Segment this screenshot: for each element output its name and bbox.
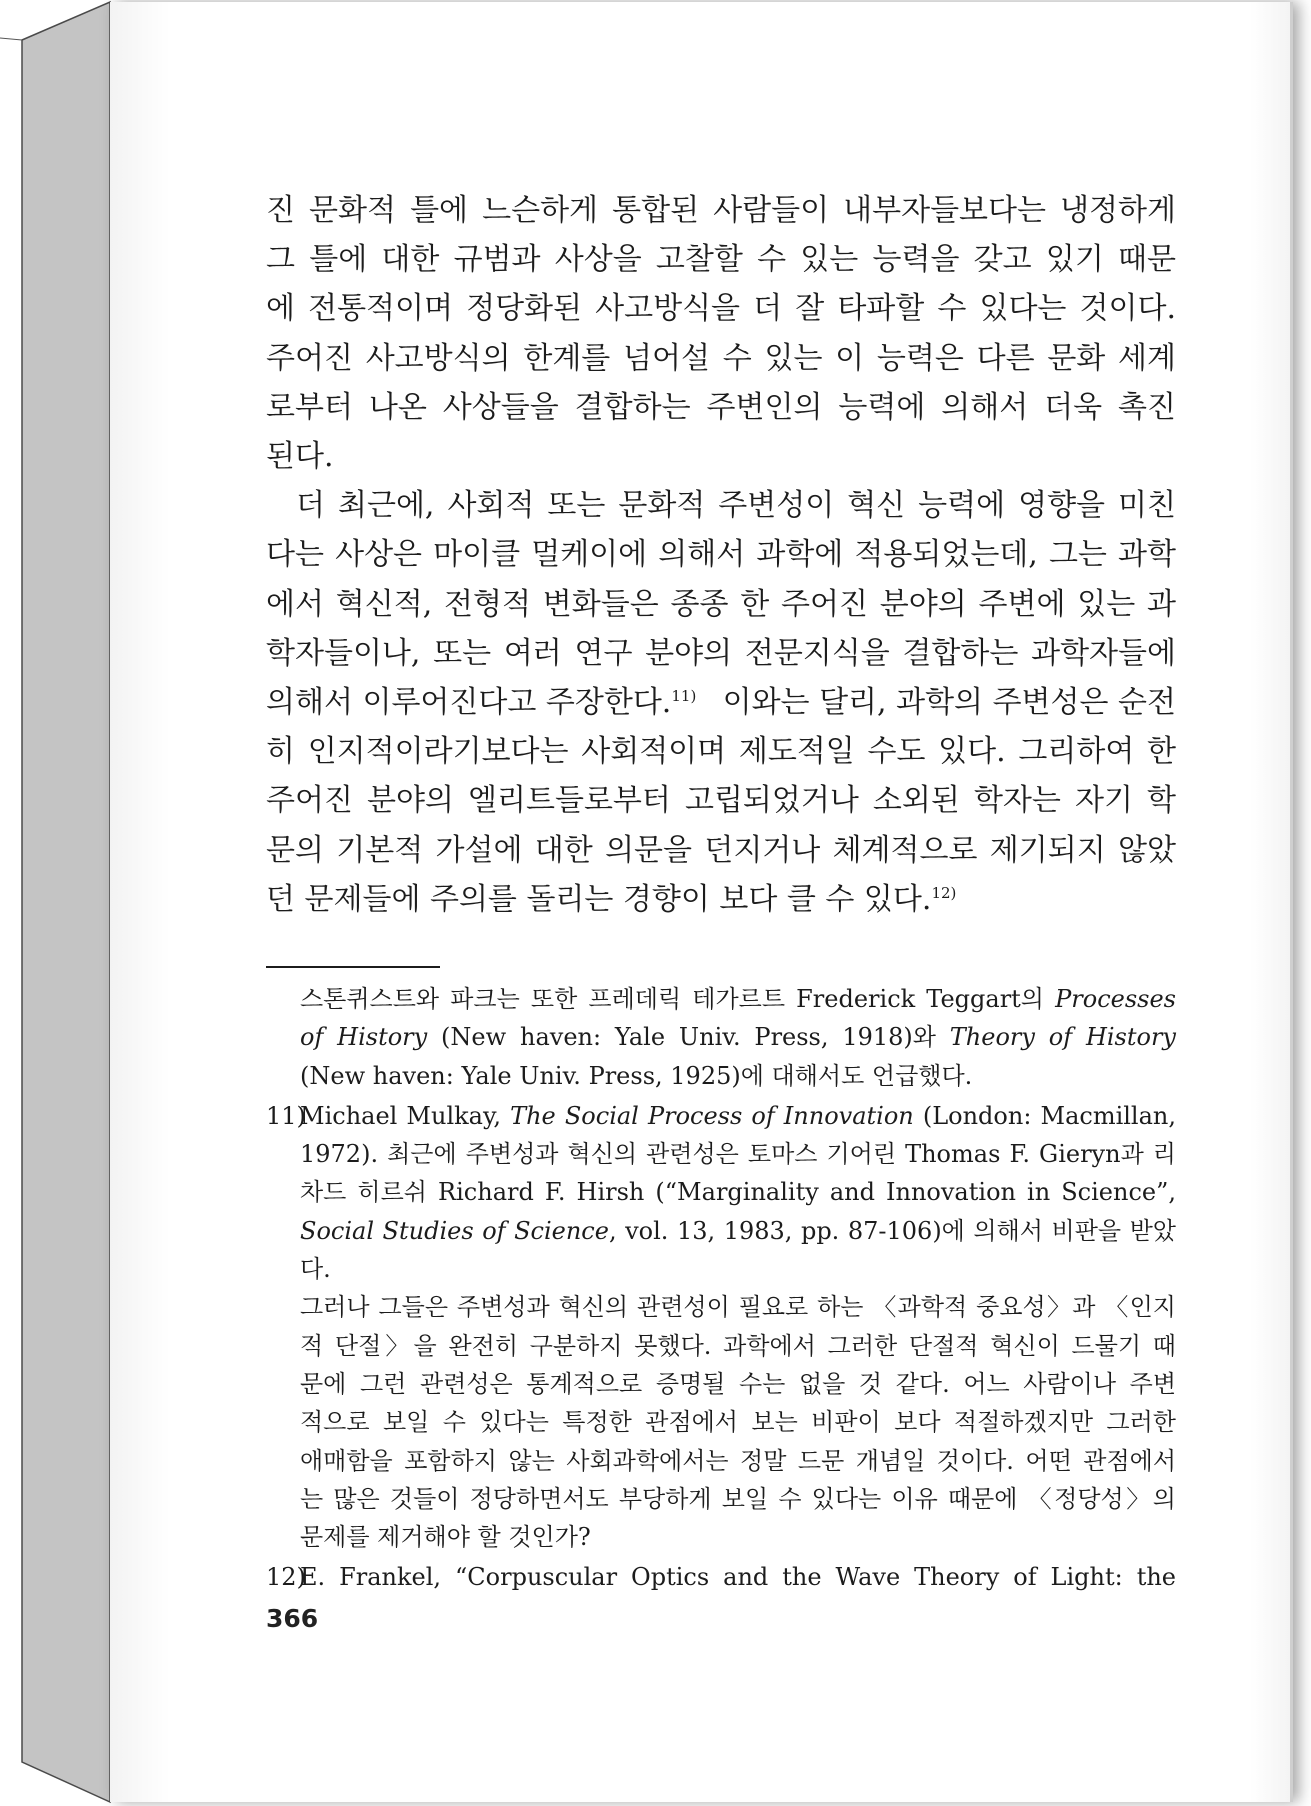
footnote-line: 차드 히르쉬 Richard F. Hirsh (“Marginality and Innovation in Science”,: [300, 1178, 1176, 1207]
italic-title: Processes: [1055, 985, 1176, 1013]
footnote-line: 문에 그런 관련성은 통계적으로 증명될 수는 없을 것 같다. 어느 사람이나 주변: [300, 1369, 1176, 1398]
text-line: 학자들이나, 또는 여러 연구 분야의 전문지식을 결합하는 과학자들에: [266, 635, 1176, 671]
footnote-line: 문제를 제거해야 할 것인가?: [300, 1523, 591, 1552]
text-segment: 이와는 달리, 과학의 주변성은 순전: [722, 685, 1176, 721]
footnote-line: [300, 1018, 1176, 1056]
text-line: 주어진 사고방식의 한계를 넘어설 수 있는 이 능력은 다른 문화 세계: [266, 340, 1176, 376]
text-line: 된다.: [266, 439, 334, 475]
text-segment: 의해서 이루어진다고 주장한다.: [266, 685, 672, 721]
text-segment: , vol. 13, 1983, pp. 87-106)에 의해서 비판을 받았다.: [300, 1216, 1176, 1284]
italic-title: The Social Process of Innovation: [510, 1101, 914, 1130]
text-line: 진 문화적 틀에 느슨하게 통합된 사람들이 내부자들보다는 냉정하게: [266, 193, 1176, 228]
footnote-separator: [266, 966, 440, 968]
italic-title: of History: [300, 1023, 428, 1052]
footnote-line: 애매함을 포함하지 않는 사회과학에서는 정말 드문 개념일 것이다. 어떤 관점에서: [300, 1446, 1176, 1475]
footnote-number: 12): [266, 1563, 306, 1592]
book-spine: [0, 0, 112, 1806]
text-line: 그 틀에 대한 규범과 사상을 고찰할 수 있는 능력을 갖고 있기 때문: [266, 242, 1176, 278]
text-segment: 던 문제들에 주의를 돌리는 경향이 보다 클 수 있다.: [266, 881, 932, 917]
text-line: 주어진 분야의 엘리트들로부터 고립되었거나 소외된 학자는 자기 학: [266, 783, 1176, 819]
text-line: 더 최근에, 사회적 또는 문화적 주변성이 혁신 능력에 영향을 미친: [296, 488, 1176, 524]
footnote-number: 11): [266, 1101, 306, 1130]
text-line: [266, 678, 1176, 727]
footnote-line: 적으로 보일 수 있다는 특정한 관점에서 보는 비판이 보다 적절하겠지만 그러한: [300, 1408, 1176, 1437]
text-segment: (New haven: Yale Univ. Press, 1918)와: [427, 1023, 950, 1052]
footnote-line: 그러나 그들은 주변성과 혁신의 관련성이 필요로 하는 〈과학적 중요성〉과 〈인지: [300, 1293, 1176, 1322]
text-line: 로부터 나온 사상들을 결합하는 주변인의 능력에 의해서 더욱 촉진: [266, 389, 1176, 425]
footnote-line: 적 단절〉을 완전히 구분하지 못했다. 과학에서 그러한 단절적 혁신이 드물기 때: [300, 1331, 1176, 1360]
paragraph-2: [266, 481, 1176, 924]
footnote-line: 는 많은 것들이 정당하면서도 부당하게 보일 수 있다는 이유 때문에 〈정당성〉의: [300, 1484, 1176, 1513]
footnote-12: [266, 1558, 1176, 1596]
footnote-line: [300, 980, 1176, 1018]
footnote-line: [266, 1558, 1176, 1596]
footnote-line: (New haven: Yale Univ. Press, 1925)에 대해서도 언급했다.: [300, 1061, 973, 1090]
footnote-line: [300, 1212, 1176, 1289]
footnote-11: [266, 1097, 1176, 1557]
footnote-ref-11[interactable]: 11): [671, 687, 697, 706]
text-line: [266, 875, 1176, 924]
footnote-line: 1972). 최근에 주변성과 혁신의 관련성은 토마스 기어린 Thomas F. Gieryn과 리: [300, 1140, 1176, 1169]
text-line: 에 전통적이며 정당화된 사고방식을 더 잘 타파할 수 있다는 것이다.: [266, 291, 1176, 327]
text-segment: 스톤퀴스트와 파크는 또한 프레데릭 테가르트 Frederick Teggart의: [300, 985, 1056, 1013]
footnote-ref-12[interactable]: 12): [931, 883, 957, 902]
text-line: 히 인지적이라기보다는 사회적이며 제도적일 수도 있다. 그리하여 한: [266, 734, 1176, 770]
text-line: 에서 혁신적, 전형적 변화들은 종종 한 주어진 분야의 주변에 있는 과: [266, 586, 1176, 622]
text-line: 문의 기본적 가설에 대한 의문을 던지거나 체계적으로 제기되지 않았: [266, 832, 1176, 868]
footnote-continuation: [266, 980, 1176, 1095]
text-line: 다는 사상은 마이클 멀케이에 의해서 과학에 적용되었는데, 그는 과학: [266, 537, 1176, 573]
text-segment: (London: Macmillan,: [913, 1101, 1177, 1130]
italic-title: Theory of History: [949, 1023, 1176, 1052]
text-segment: E. Frankel, “Corpuscular Optics and the Wave Theory of Light: the: [300, 1563, 1176, 1592]
text-segment: Michael Mulkay,: [300, 1101, 511, 1130]
page-number: 366: [266, 1604, 319, 1633]
paragraph-1: [266, 186, 1176, 481]
italic-title: Social Studies of Science: [300, 1216, 609, 1245]
body-text: [266, 186, 1176, 924]
footnotes: [266, 980, 1176, 1598]
footnote-line: [266, 1097, 1177, 1135]
